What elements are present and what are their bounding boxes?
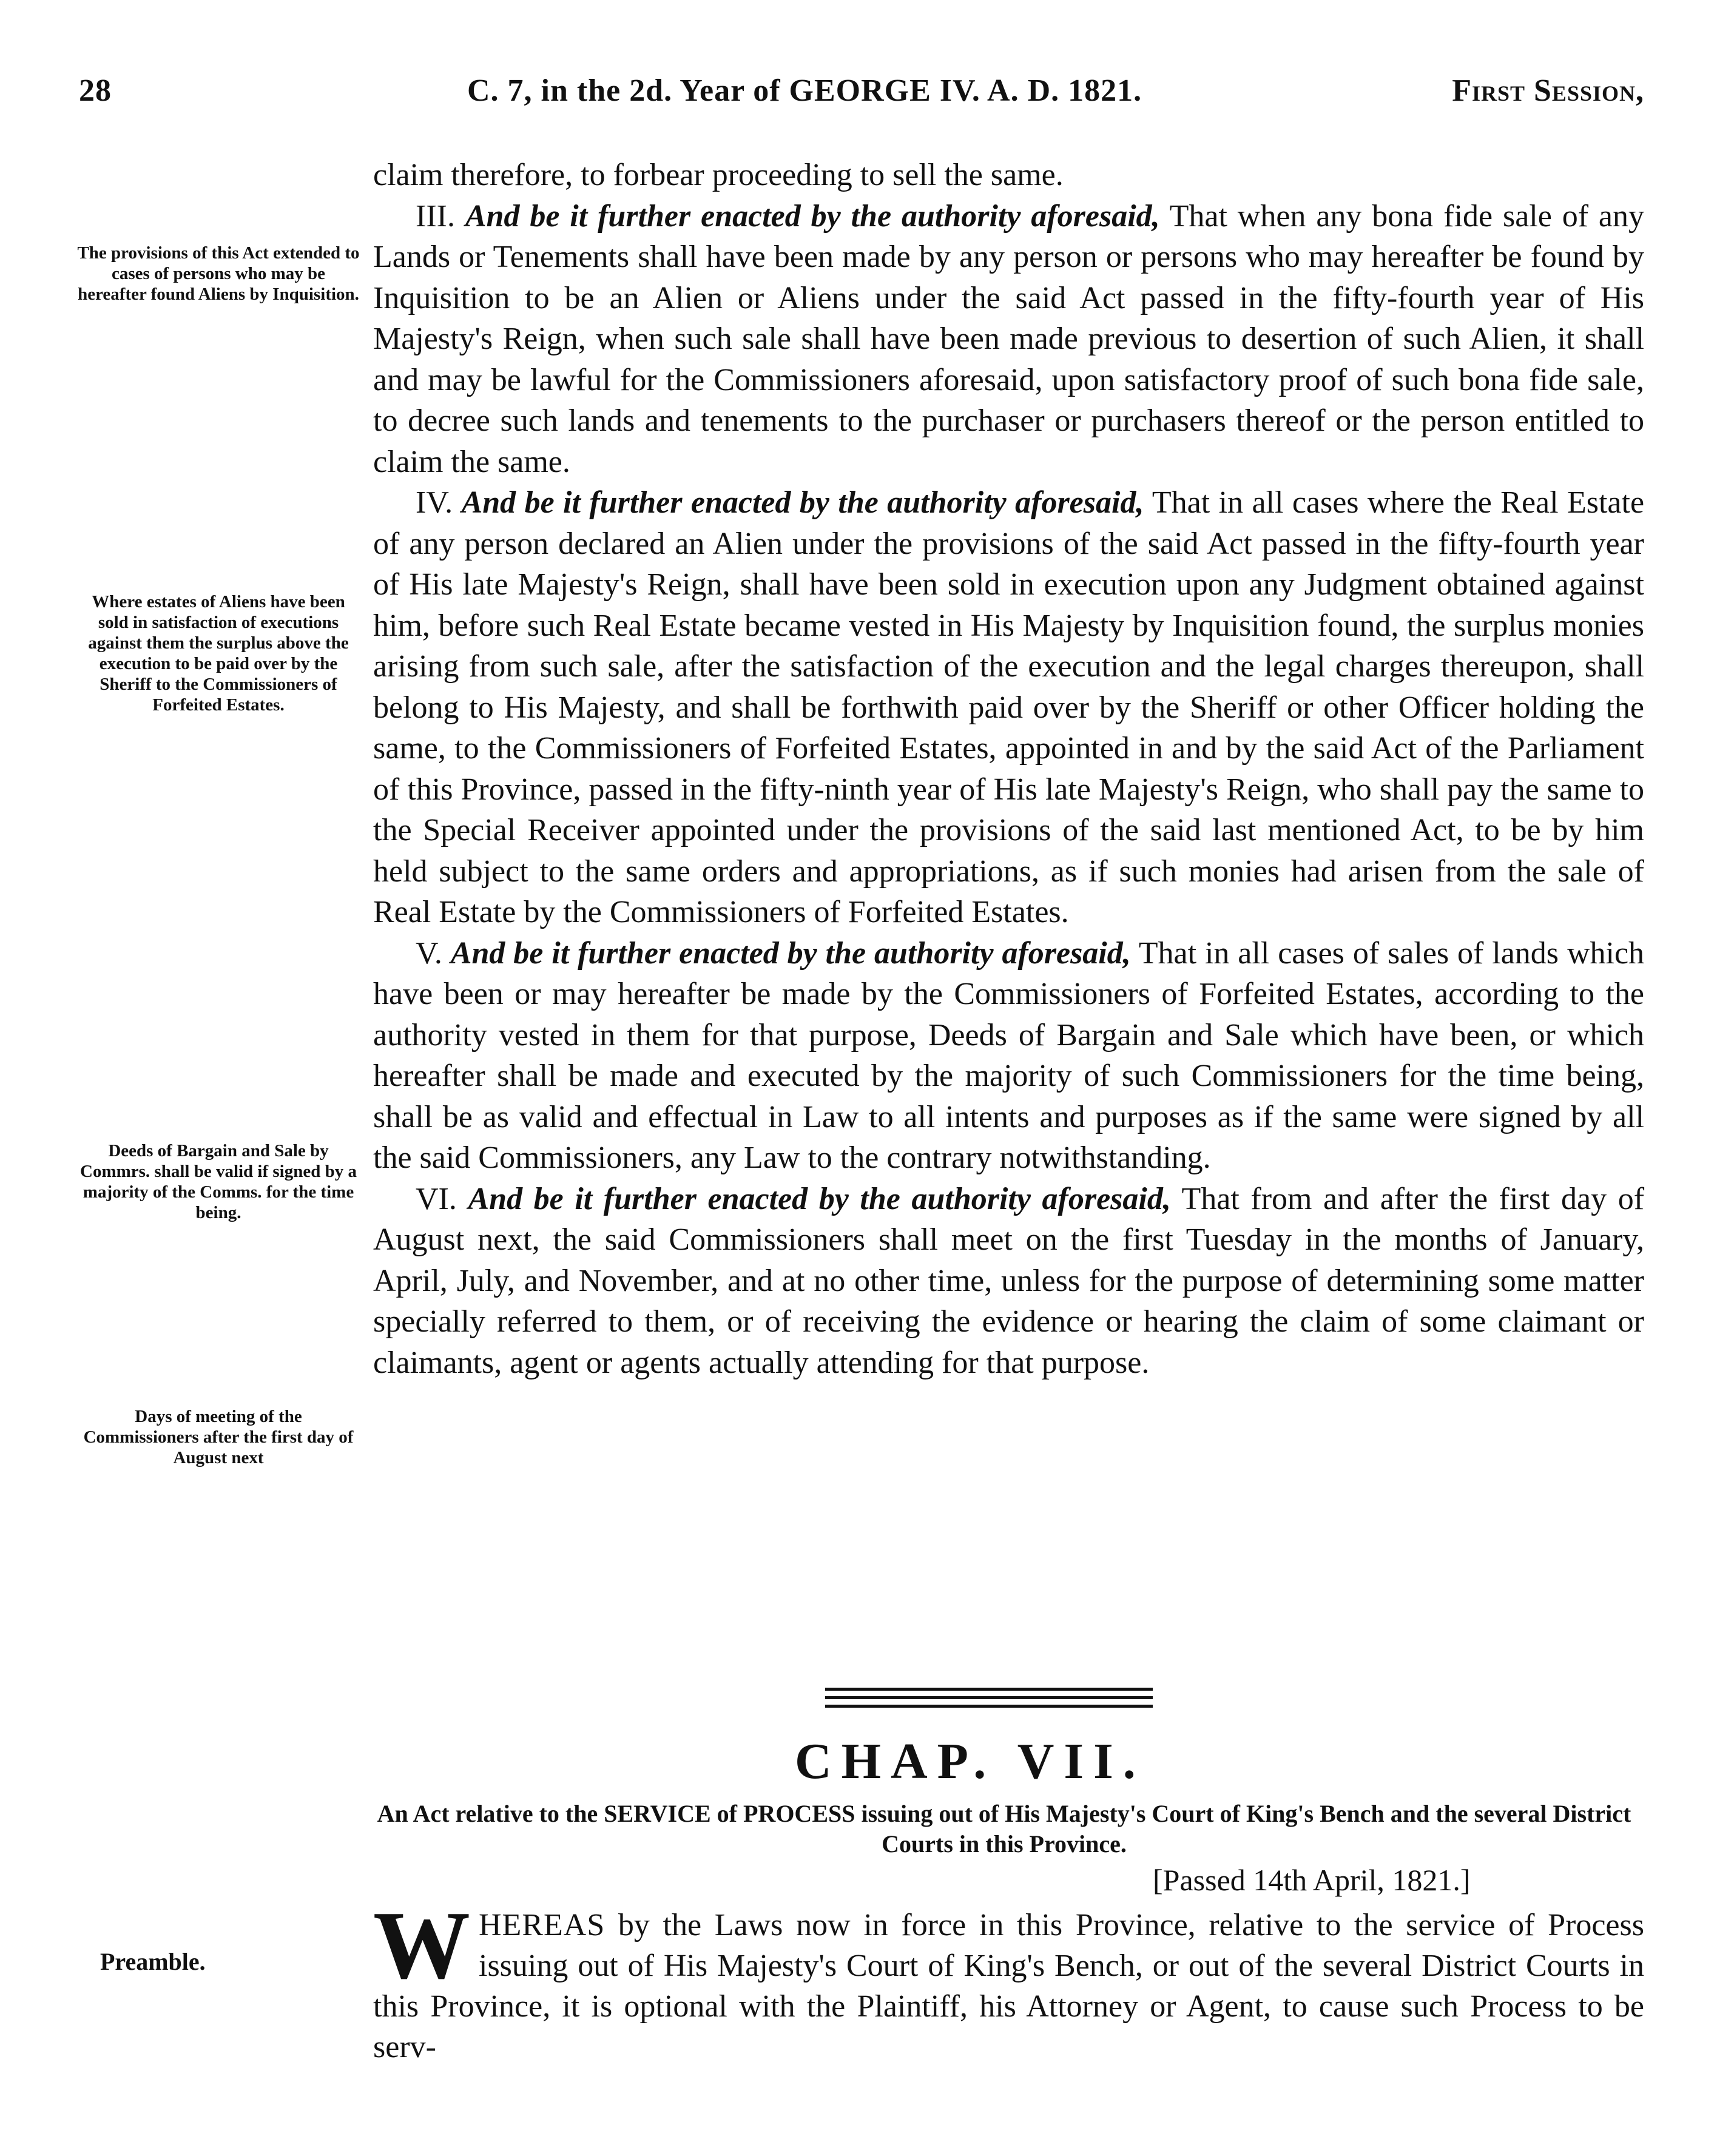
section-numeral: IV. bbox=[416, 485, 453, 520]
drop-cap: W bbox=[373, 1891, 470, 1999]
margin-note-preamble: Preamble. bbox=[100, 1948, 206, 1975]
section-iv bbox=[373, 482, 1644, 933]
passed-date: [Passed 14th April, 1821.] bbox=[1153, 1863, 1471, 1897]
enacting-clause: And be it further enacted by the authority aforesaid, bbox=[465, 198, 1160, 234]
section-text: That in all cases where the Real Estate of any person declared an Alien under the provisions of the said Act passed in the fifty-fourth year of His late Majesty's Reign, shall have been sold in execution upon any Judgment obtained against him, before such Real Estate became vested in His Majesty by Inquisition found, the surplus monies arising from such sale, after the satisfaction of the execution and the legal charges thereupon, shall belong to His Majesty, and shall be forthwith paid over by the Sheriff or other Officer holding the same, to the Commissioners of Forfeited Estates, appointed in and by the said Act of the Parliament of this Province, passed in the fifty-ninth year of His late Majesty's Reign, who shall pay the same to the Special Receiver appointed under the provisions of the said last mentioned Act, to be by him held subject to the same orders and appropriations, as if such monies had arisen from the sale of Real Estate by the Commissioners of Forfeited Estates. bbox=[373, 485, 1645, 929]
margin-note-deeds: Deeds of Bargain and Sale by Commrs. shall be valid if signed by a majority of the Comms. for the time being. bbox=[80, 1141, 357, 1222]
section-numeral: III. bbox=[416, 198, 455, 234]
paragraph-continuation: claim therefore, to forbear proceeding to sell the same. bbox=[373, 158, 1064, 192]
section-vi bbox=[373, 1179, 1644, 1384]
separator-rule bbox=[825, 1696, 1153, 1699]
running-title: C. 7, in the 2d. Year of GEORGE IV. A. D. 1821. bbox=[467, 73, 1142, 108]
preamble-lead: HEREAS bbox=[479, 1908, 606, 1942]
section-text: That from and after the first day of August next, the said Commissioners shall meet on the first Tuesday in the months of January, April, July, and November, and at no other time, unless for the purpose of determining some matter specially referred to them, or of receiving the evidence or hearing the claim of some claimant or claimants, agent or agents actually attending for that purpose. bbox=[373, 1181, 1645, 1380]
preamble-body: by the Laws now in force in this Province, relative to the service of Process issuing out of His Majesty's Court of King's Bench, or out of the several District Courts in this Province, it is optional with the Plaintiff, his Attorney or Agent, to cause such Process to be serv- bbox=[373, 1908, 1644, 2064]
chapter-title: CHAP. VII. bbox=[795, 1733, 1145, 1790]
separator-rule bbox=[825, 1688, 1153, 1691]
enacting-clause: And be it further enacted by the authority aforesaid, bbox=[461, 485, 1144, 520]
margin-note-meeting-days: Days of meeting of the Commissioners after the first day of August next bbox=[83, 1407, 354, 1467]
statute-text bbox=[373, 155, 1644, 1383]
section-iii bbox=[373, 196, 1644, 483]
enacting-clause: And be it further enacted by the authority aforesaid, bbox=[450, 935, 1131, 971]
page-number: 28 bbox=[79, 73, 112, 108]
session-label: First Session, bbox=[1452, 73, 1644, 108]
section-text: That in all cases of sales of lands which have been or may hereafter be made by the Commissioners of Forfeited Estates, according to the authority vested in them for that purpose, Deeds of Bargain and Sale which have been, or which hereafter shall be made and executed by the majority of such Commissioners for the time being, shall be as valid and effectual in Law to all intents and purposes as if the same were signed by all the said Commissioners, any Law to the contrary notwithstanding. bbox=[373, 935, 1645, 1175]
section-numeral: V. bbox=[416, 935, 442, 971]
separator-rule bbox=[825, 1705, 1153, 1708]
running-header bbox=[79, 73, 1644, 127]
enacting-clause: And be it further enacted by the authority aforesaid, bbox=[468, 1181, 1171, 1216]
preamble-text bbox=[373, 1891, 1644, 2067]
margin-note-surplus: Where estates of Aliens have been sold in satisfaction of executions against them the surplus above the execution to be paid over by the Sheriff to the Commissioners of Forfeited Estates. bbox=[88, 592, 349, 715]
act-title: An Act relative to the SERVICE of PROCESS issuing out of His Majesty's Court of King's Bench and the several District Courts in this Province. bbox=[377, 1800, 1631, 1858]
margin-note-aliens: The provisions of this Act extended to cases of persons who may be hereafter found Aliens by Inquisition. bbox=[77, 243, 360, 304]
section-text: That when any bona fide sale of any Lands or Tenements shall have been made by any person or persons who may hereafter be found by Inquisition to be an Alien or Aliens under the said Act passed in the fifty-fourth year of His Majesty's Reign, when such sale shall have been made previous to desertion of such Alien, it shall and may be lawful for the Commissioners aforesaid, upon satisfactory proof of such bona fide sale, to decree such lands and tenements to the purchaser or purchasers thereof or the person entitled to claim the same. bbox=[373, 198, 1645, 479]
section-numeral: VI. bbox=[416, 1181, 457, 1216]
section-v bbox=[373, 933, 1644, 1179]
